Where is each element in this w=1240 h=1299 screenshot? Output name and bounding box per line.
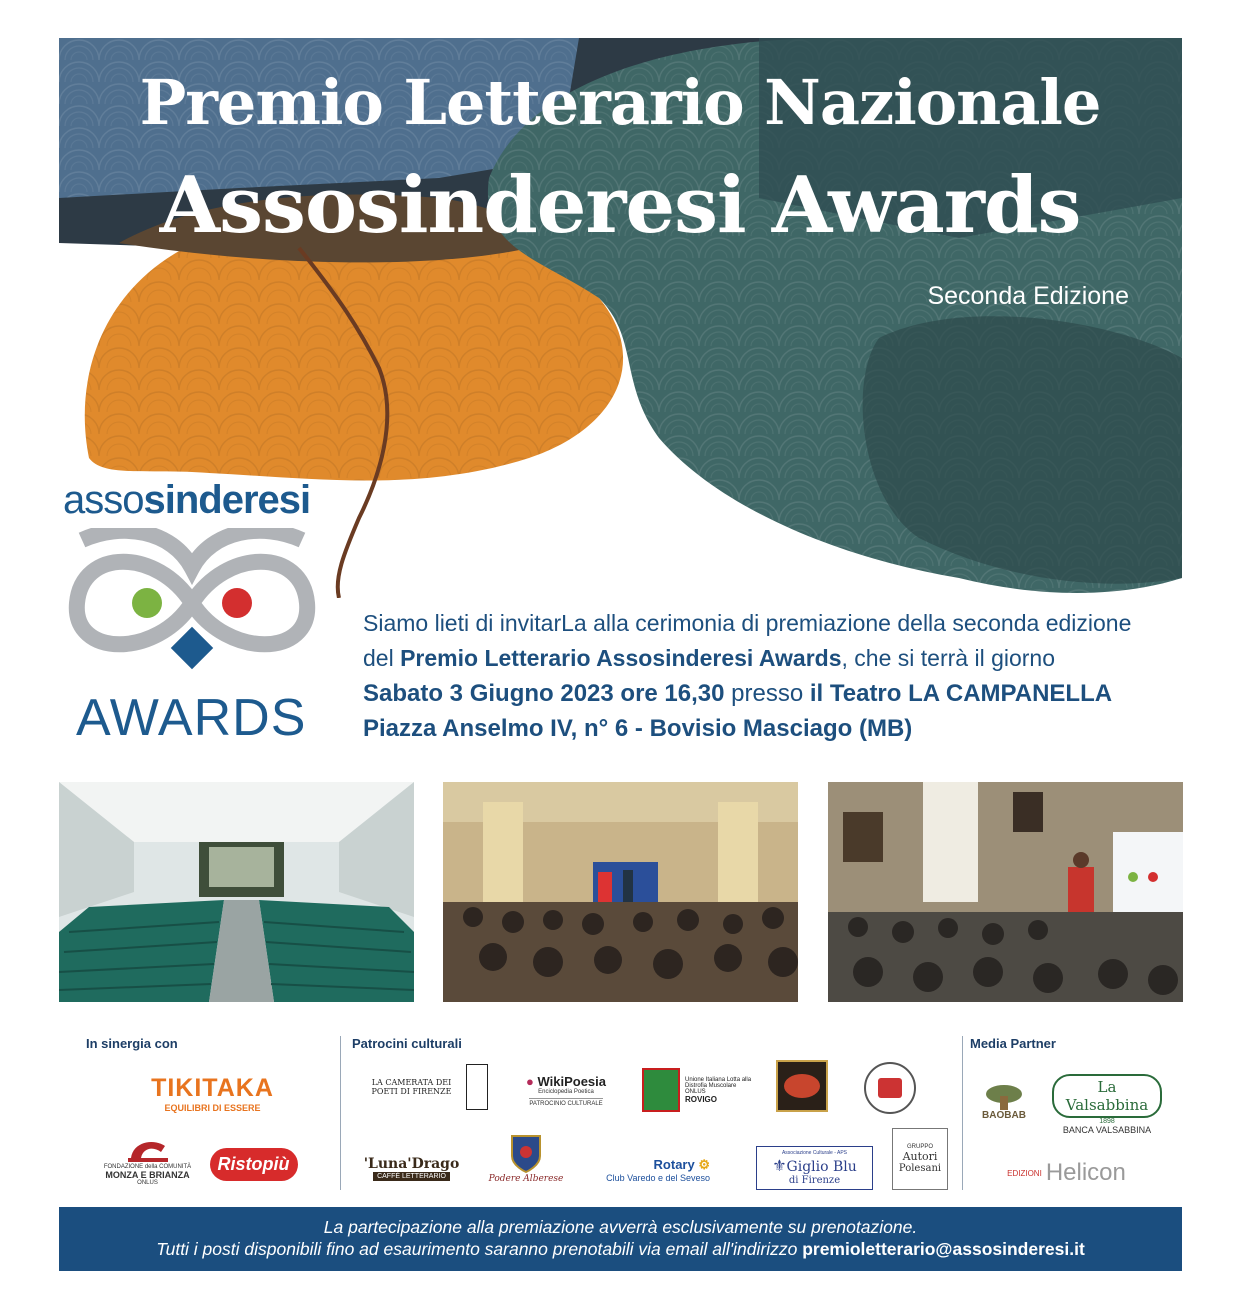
logo-awards-label: AWARDS: [76, 689, 307, 747]
camerata-poeti-firenze-logo: LA CAMERATA DEI POETI DI FIRENZE: [352, 1062, 497, 1112]
associazione-round-seal-icon: [864, 1062, 916, 1114]
speaker-presentation-photo: [828, 782, 1183, 1002]
infinity-owl-icon: [62, 528, 322, 688]
rotary-club-logo: Rotary ⚙ Club Varedo e del Seveso: [606, 1157, 710, 1183]
section-divider-2: [962, 1036, 963, 1190]
logo-wordmark: assosinderesi: [63, 478, 311, 522]
luna-drago-logo: 'Luna'Drago CAFFÈ LETTERARIO: [363, 1155, 460, 1180]
podere-alberese-logo: Podere Alberese: [484, 1124, 568, 1194]
title-line-1: Premio Letterario Nazionale: [139, 66, 1101, 139]
title-line-2: Assosinderesi Awards: [159, 160, 1081, 251]
edizioni-helicon-logo: EDIZIONI Helicon: [1007, 1159, 1126, 1186]
invite-line-2: del Premio Letterario Assosinderesi Awards, che si terrà il giorno: [363, 645, 1056, 671]
uildm-rovigo-logo: Unione Italiana Lotta alla Distrofia Muscolare ONLUS ROVIGO: [642, 1066, 757, 1114]
assosinderesi-awards-logo: [58, 478, 328, 760]
reservation-footer: [59, 1207, 1182, 1271]
invite-line-4: Piazza Anselmo IV, n° 6 - Bovisio Masciago (MB): [363, 715, 913, 742]
autori-polesani-logo: GRUPPO Autori Polesani: [892, 1128, 948, 1190]
baobab-tree-icon: [984, 1084, 1024, 1110]
ristopiu-logo: Ristopiù: [206, 1140, 301, 1188]
invite-line-3: Sabato 3 Giugno 2023 ore 16,30 presso il Teatro LA CAMPANELLA: [363, 680, 1113, 707]
ceremony-audience-photo: [443, 782, 798, 1002]
synergy-label: In sinergia con: [86, 1036, 178, 1051]
theatre-hall-photo: [59, 782, 414, 1002]
giglio-blu-firenze-logo: Associazione Culturale - APS ⚜Giglio Blu di Firenze: [756, 1146, 873, 1190]
email-link[interactable]: premioletterario@assosinderesi.it: [802, 1239, 1085, 1259]
baobab-logo: BAOBAB: [976, 1074, 1032, 1130]
invitation-text: [363, 606, 1173, 746]
tikitaka-logo: TIKITAKA EQUILIBRI DI ESSERE: [151, 1073, 274, 1113]
fondazione-monza-brianza-logo: FONDAZIONE della COMUNITÀ MONZA E BRIANZA ONLUS: [95, 1130, 200, 1192]
section-divider-1: [340, 1036, 341, 1190]
la-valsabbina-logo: La Valsabbina 1898 BANCA VALSABBINA: [1052, 1076, 1162, 1132]
media-partner-label: Media Partner: [970, 1036, 1056, 1051]
footer-line-1: La partecipazione alla premiazione avverrà esclusivamente su prenotazione.: [323, 1217, 918, 1237]
coat-of-arms-icon: [508, 1134, 544, 1174]
invite-line-1: Siamo lieti di invitarLa alla cerimonia di premiazione della seconda edizione: [363, 610, 1132, 636]
wikipoesia-logo: ● WikiPoesia Enciclopedia Poetica PATROCINIO CULTURALE: [525, 1073, 606, 1107]
footer-line-2: Tutti i posti disponibili fino ad esaurimento saranno prenotabili via email all'indirizzo premioletterario@assosinderesi.it: [156, 1239, 1085, 1259]
foundation-emblem-icon: [123, 1136, 173, 1164]
patronage-label: Patrocini culturali: [352, 1036, 462, 1051]
edition-label: Seconda Edizione: [927, 282, 1129, 310]
heraldic-plate-icon: [776, 1060, 828, 1112]
